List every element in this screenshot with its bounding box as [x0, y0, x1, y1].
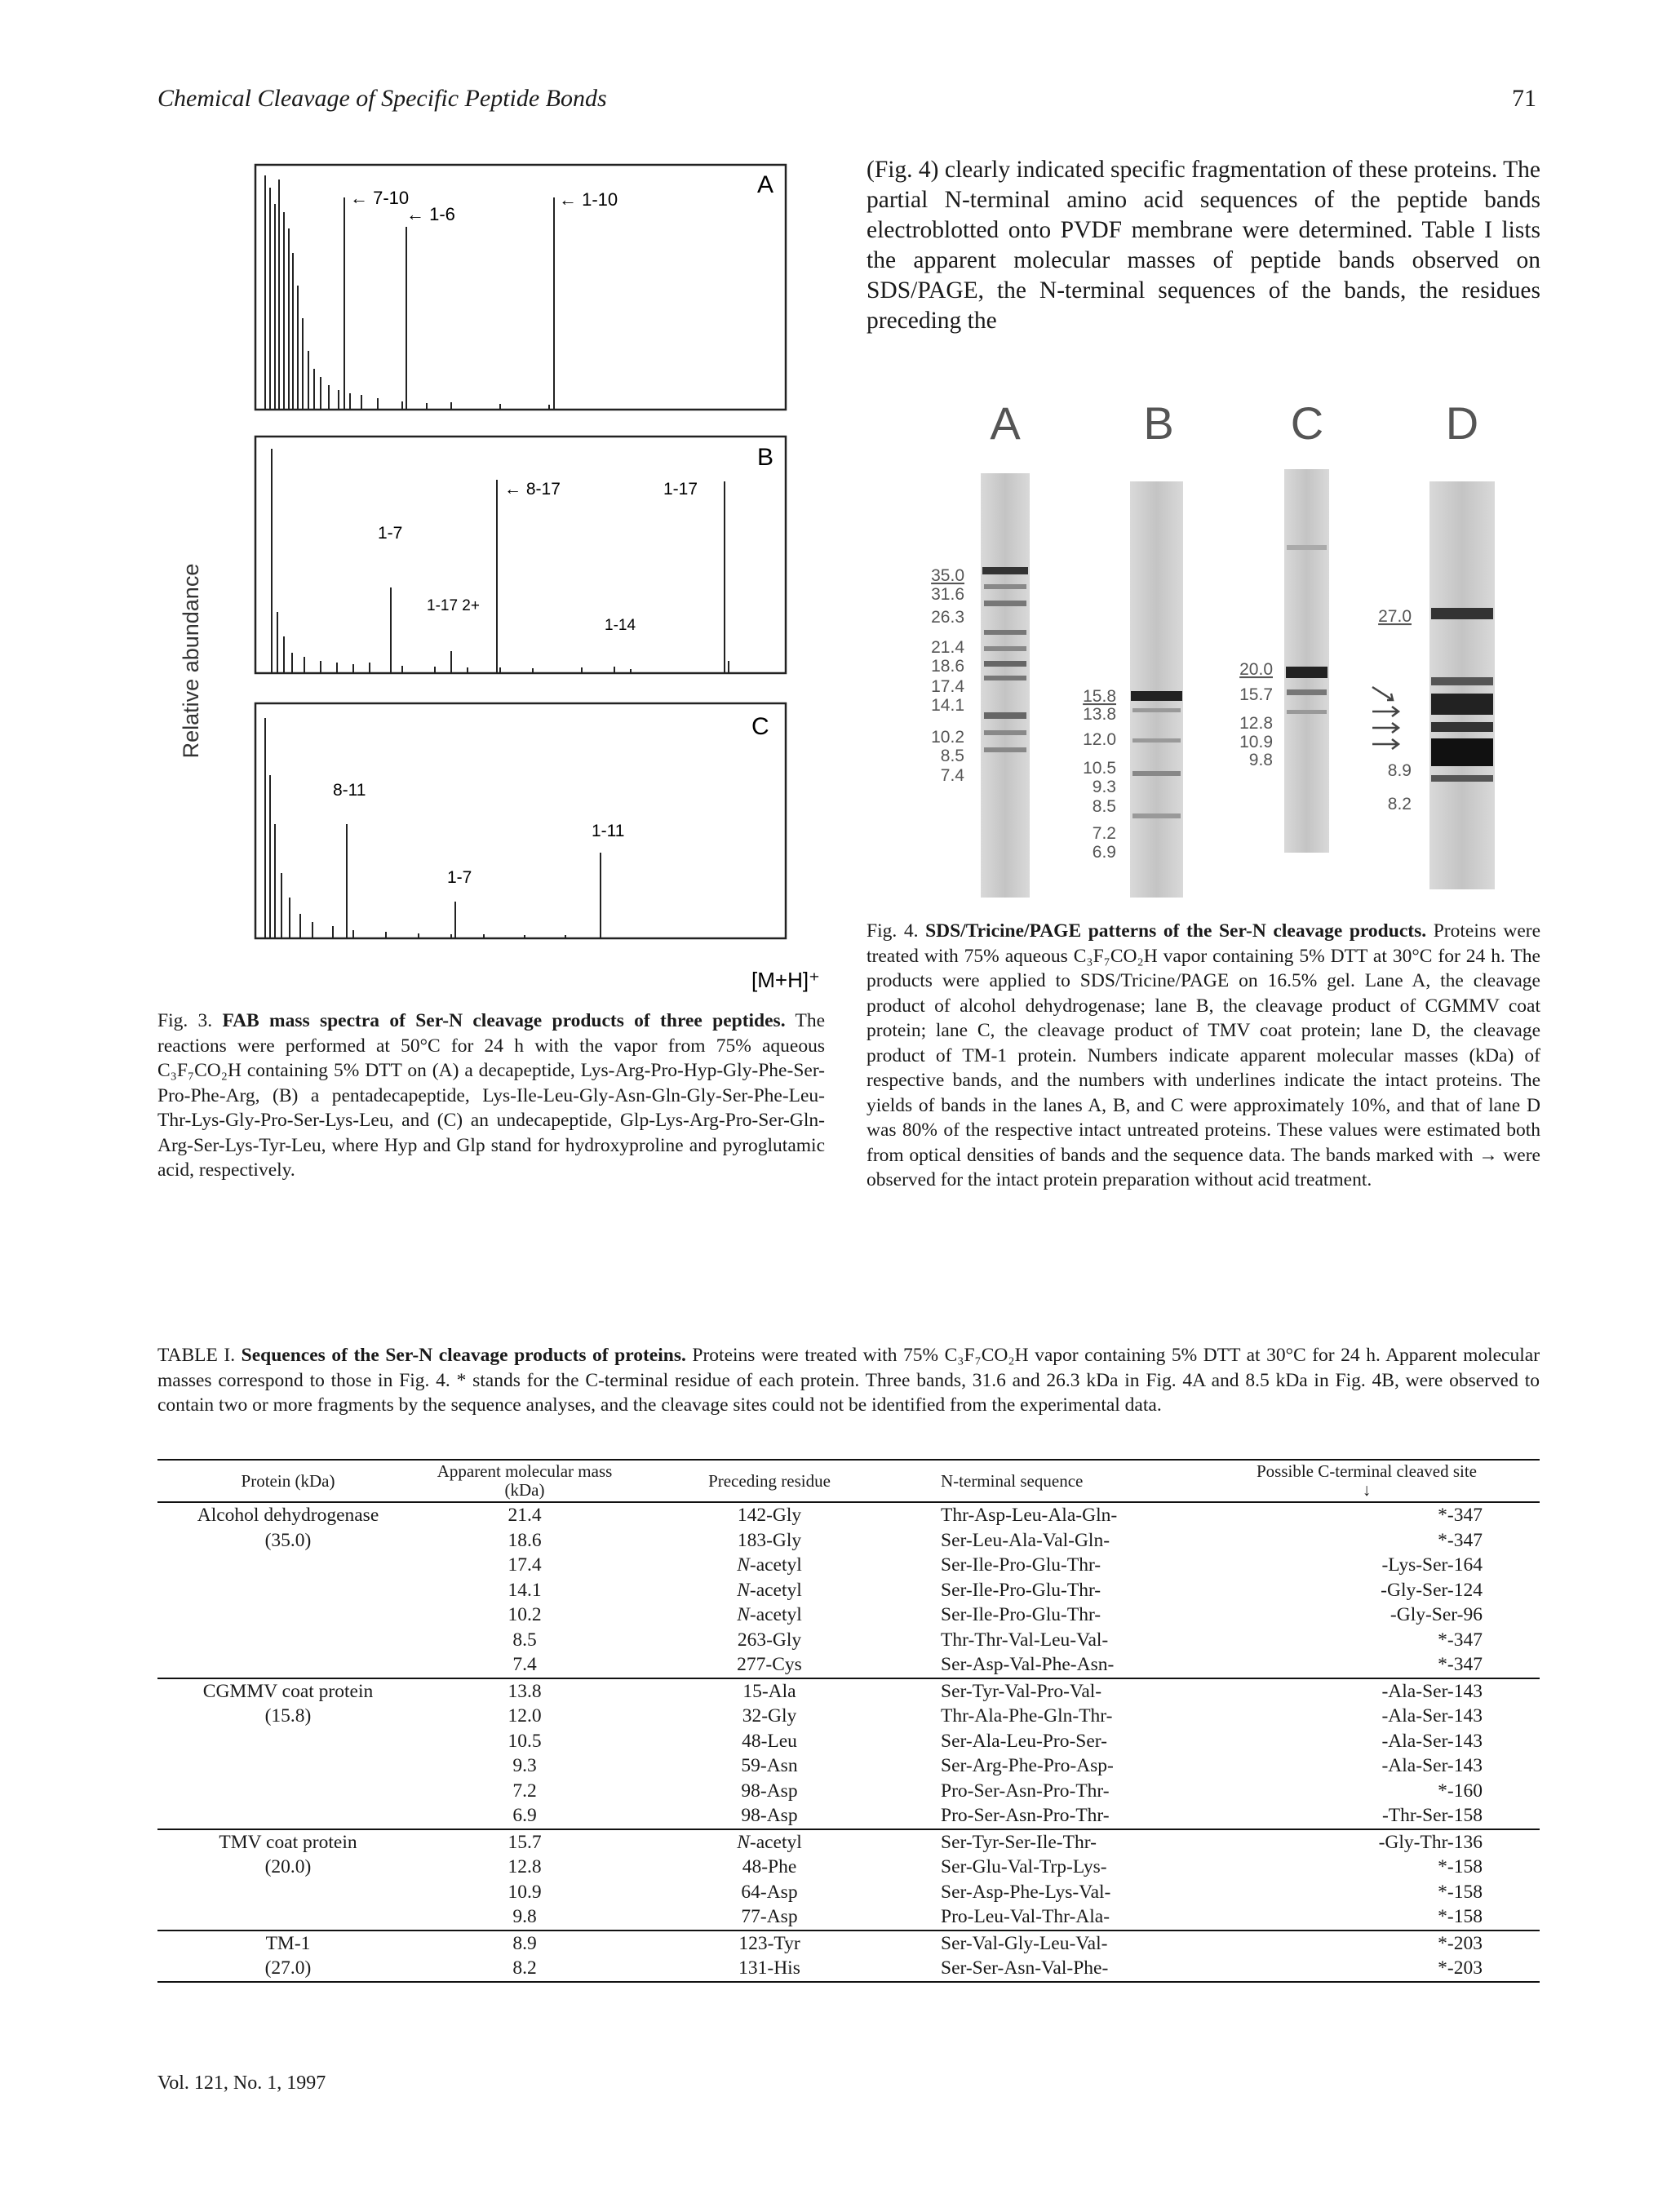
cell-nterm: Pro-Ser-Asn-Pro-Thr-	[941, 1780, 1110, 1802]
cell-nterm: Ser-Leu-Ala-Val-Gln-	[941, 1529, 1110, 1551]
peak-label-c-1-7: 1-7	[447, 868, 472, 887]
cell-mass: 7.4	[512, 1654, 537, 1675]
fig4-caption-label: Fig. 4.	[867, 920, 919, 942]
cell-preceding: 98-Asp	[741, 1780, 798, 1802]
mw-a-18-6: 18.6	[931, 657, 964, 676]
cell-mass: 18.6	[508, 1529, 542, 1551]
cell-cterm: -Gly-Thr-136	[1378, 1831, 1483, 1853]
fig3-caption-text: The reactions were performed at 50°C for 24 h with the vapor from 75% aqueous C₃F₇CO₂H containing 5% DTT on (A) a decapeptide, Lys-Arg-Pro-Hyp-Gly-Phe-Ser-Pro-Phe-Arg, (B) a pentadecapeptide, Lys-Ile-Leu-Gly-Asn-Gln-Gly-Ser-Phe-Leu-Thr-Lys-Gly-Pro-Ser-Lys-Leu, and (C) an undecapeptide, Glp-Lys-Arg-Pro-Ser-Gln-Arg-Ser-Lys-Tyr-Leu, where Hyp and Glp stand for hydroxyproline and pyroglutamic acid, respectively.	[157, 1010, 826, 1181]
cell-preceding: 59-Asn	[741, 1755, 798, 1776]
peak-label-1-14: 1-14	[605, 617, 636, 634]
fig3-caption-title: FAB mass spectra of Ser-N cleavage products of three peptides.	[222, 1010, 786, 1031]
mw-b-8-5: 8.5	[1092, 797, 1116, 816]
table-row	[157, 1753, 1540, 1779]
cell-nterm: Ser-Ile-Pro-Glu-Thr-	[941, 1579, 1101, 1601]
table1-group	[157, 1931, 1540, 1982]
col-header-protein: Protein (kDa)	[241, 1470, 335, 1491]
cell-protein	[157, 1628, 419, 1653]
cell-mass: 17.4	[508, 1554, 542, 1576]
cell-nterm: Pro-Leu-Val-Thr-Ala-	[941, 1906, 1110, 1927]
cell-cterm: *-160	[1438, 1780, 1483, 1802]
mw-d-27-0: 27.0	[1378, 607, 1412, 626]
mw-b-15-8: 15.8	[1083, 687, 1116, 706]
table-row	[157, 1652, 1540, 1678]
cell-mass: 14.1	[508, 1579, 542, 1601]
col-header-nterm: N-terminal sequence	[941, 1470, 1084, 1491]
mw-a-31-6: 31.6	[931, 585, 964, 604]
table1-note: Proteins were treated with 75% C₃F₇CO₂H vapor containing 5% DTT at 30°C for 24 h. Apparent molecular masses correspond to those in Fig. 4. * stands for the C-terminal residue of each protein. Three bands, 31.6 and 26.3 kDa in Fig. 4A and 8.5 kDa in Fig. 4B, were observed to contain two or more fragments by the sequence analyses, and the cleavage sites could not be identified from the experimental data.	[157, 1345, 1540, 1416]
cell-cterm: *-347	[1438, 1529, 1483, 1551]
fig4-caption-text: Proteins were treated with 75% aqueous C₃F₇CO₂H vapor containing 5% DTT at 30°C for 24 h. The products were applied to SDS/Tricine/PAGE on 16.5% gel. Lane A, the cleavage product of alcohol dehydrogenase; lane B, the cleavage product of CGMMV coat protein; lane C, the cleavage product of TMV coat protein; lane D, the cleavage product of TM-1 protein. Numbers indicate apparent molecular masses (kDa) of respective bands, and the numbers with underlines indicate the intact proteins. The yields of bands in the lanes A, B, and C were approximately 10%, and that of lane D was 80% of the respective intact untreated proteins. These values were estimated both from optical densities of bands and the sequence data. The bands marked with → were observed for the intact protein preparation without acid treatment.	[867, 920, 1541, 1190]
table-row	[157, 1502, 1540, 1528]
cell-preceding: 64-Asp	[741, 1881, 798, 1903]
cell-cterm: -Ala-Ser-143	[1381, 1730, 1483, 1752]
fig3-panel-a	[255, 165, 786, 410]
mw-a-10-2: 10.2	[931, 728, 964, 747]
cell-cterm: *-347	[1438, 1629, 1483, 1651]
cell-preceding: N-acetyl	[737, 1579, 802, 1601]
cell-cterm: -Thr-Ser-158	[1381, 1805, 1483, 1826]
mw-c-10-9: 10.9	[1239, 733, 1273, 751]
cell-mass: 8.5	[512, 1629, 537, 1651]
table-row	[157, 1779, 1540, 1804]
fig4-gel	[867, 392, 1540, 902]
cell-mass: 8.9	[512, 1932, 537, 1954]
cell-mass: 9.3	[512, 1755, 537, 1776]
cell-nterm: Thr-Thr-Val-Leu-Val-	[941, 1629, 1109, 1651]
peak-label-8-17: ← 8-17	[504, 480, 561, 499]
peak-label-b-1-7: 1-7	[378, 524, 403, 543]
panel-a-label: A	[757, 171, 774, 198]
cell-protein	[157, 1553, 419, 1578]
cell-preceding: N-acetyl	[737, 1604, 802, 1625]
table1-title: Sequences of the Ser-N cleavage products of proteins.	[241, 1345, 686, 1366]
cell-preceding: 123-Tyr	[738, 1932, 800, 1954]
table-row	[157, 1904, 1540, 1931]
cell-preceding: 183-Gly	[737, 1529, 802, 1551]
mw-b-9-3: 9.3	[1092, 778, 1116, 796]
cell-nterm: Ser-Ser-Asn-Val-Phe-	[941, 1957, 1109, 1979]
cell-protein	[157, 1779, 419, 1804]
cell-nterm: Ser-Asp-Val-Phe-Asn-	[941, 1654, 1115, 1675]
cell-protein: (20.0)	[264, 1856, 312, 1877]
mw-b-12-0: 12.0	[1083, 730, 1116, 749]
cell-nterm: Ser-Tyr-Ser-Ile-Thr-	[941, 1831, 1097, 1853]
cell-preceding: 277-Cys	[737, 1654, 802, 1675]
page-number: 71	[1512, 85, 1536, 112]
peak-label-1-6: ← 1-6	[406, 204, 455, 224]
cell-preceding: 15-Ala	[742, 1680, 796, 1702]
cell-preceding: 32-Gly	[742, 1705, 797, 1727]
running-title: Chemical Cleavage of Specific Peptide Bonds	[157, 85, 607, 112]
table-row	[157, 1628, 1540, 1653]
table-row	[157, 1729, 1540, 1754]
peak-label-1-10: ← 1-10	[559, 189, 618, 210]
lane-a-label: A	[990, 397, 1021, 449]
table-row	[157, 1931, 1540, 1957]
cell-protein: TMV coat protein	[219, 1831, 357, 1853]
mw-a-8-5: 8.5	[940, 747, 964, 765]
lane-d-label: D	[1445, 397, 1479, 449]
cell-protein	[157, 1904, 419, 1931]
cell-cterm: *-203	[1438, 1957, 1483, 1979]
cell-preceding: 98-Asp	[741, 1805, 798, 1826]
cell-mass: 9.8	[512, 1906, 537, 1927]
fig3-caption	[157, 1008, 825, 1183]
cell-cterm: *-347	[1438, 1654, 1483, 1675]
table-row	[157, 1578, 1540, 1603]
col-header-preceding: Preceding residue	[708, 1470, 831, 1491]
mw-a-26-3: 26.3	[931, 608, 964, 627]
cell-preceding: N-acetyl	[737, 1831, 802, 1853]
table1-group	[157, 1829, 1540, 1931]
footer: Vol. 121, No. 1, 1997	[157, 2072, 326, 2094]
fig4-caption	[867, 919, 1540, 1193]
peak-label-1-17: 1-17	[663, 480, 698, 499]
cell-mass: 15.7	[508, 1831, 542, 1853]
fig3-panel-b	[255, 437, 786, 673]
cell-protein	[157, 1729, 419, 1754]
table-row	[157, 1602, 1540, 1628]
cell-nterm: Ser-Arg-Phe-Pro-Asp-	[941, 1755, 1114, 1776]
col-header-mass: Apparent molecular mass (kDa)	[437, 1461, 613, 1500]
cell-mass: 12.0	[508, 1705, 542, 1727]
cell-nterm: Ser-Ile-Pro-Glu-Thr-	[941, 1604, 1101, 1625]
mw-c-20-0: 20.0	[1239, 660, 1273, 679]
cell-mass: 8.2	[512, 1957, 537, 1979]
cell-mass: 12.8	[508, 1856, 542, 1877]
table-row	[157, 1855, 1540, 1880]
cell-protein: (15.8)	[264, 1705, 312, 1727]
fig3-y-axis-label: Relative abundance	[179, 563, 203, 759]
cell-cterm: -Ala-Ser-143	[1381, 1680, 1483, 1702]
col-header-cterm: Possible C-terminal cleaved site ↓	[1256, 1461, 1478, 1500]
cell-nterm: Ser-Ile-Pro-Glu-Thr-	[941, 1554, 1101, 1576]
fig3-caption-label: Fig. 3.	[157, 1010, 213, 1031]
table-row	[157, 1829, 1540, 1855]
mw-c-12-8: 12.8	[1239, 714, 1273, 733]
cell-nterm: Thr-Ala-Phe-Gln-Thr-	[941, 1705, 1113, 1727]
cell-cterm: *-158	[1438, 1856, 1483, 1877]
cell-preceding: 142-Gly	[737, 1505, 802, 1526]
mw-d-8-2: 8.2	[1387, 795, 1412, 813]
cell-protein	[157, 1652, 419, 1678]
mw-b-13-8: 13.8	[1083, 705, 1116, 724]
cell-protein	[157, 1803, 419, 1829]
table1-header-row	[157, 1460, 1540, 1502]
cell-preceding: 48-Phe	[742, 1856, 797, 1877]
lane-c-label: C	[1290, 397, 1324, 449]
cell-protein	[157, 1602, 419, 1628]
table-row	[157, 1704, 1540, 1729]
cell-preceding: 48-Leu	[742, 1730, 797, 1752]
mw-a-21-4: 21.4	[931, 638, 964, 657]
mw-a-17-4: 17.4	[931, 677, 964, 696]
cell-nterm: Ser-Asp-Phe-Lys-Val-	[941, 1881, 1111, 1903]
table-row	[157, 1678, 1540, 1704]
mw-d-8-9: 8.9	[1387, 761, 1412, 780]
cell-nterm: Ser-Val-Gly-Leu-Val-	[941, 1932, 1108, 1954]
cell-nterm: Ser-Glu-Val-Trp-Lys-	[941, 1856, 1107, 1877]
mw-c-9-8: 9.8	[1248, 751, 1273, 769]
cell-preceding: 131-His	[738, 1957, 800, 1979]
table1-caption	[157, 1343, 1540, 1418]
table-row	[157, 1803, 1540, 1829]
cell-protein: (35.0)	[264, 1529, 312, 1551]
cell-preceding: N-acetyl	[737, 1554, 802, 1576]
body-paragraph: (Fig. 4) clearly indicated specific fragmentation of these proteins. The partial N-terminal amino acid sequences of the peptide bands electroblotted onto PVDF membrane were determined. Table I lists the apparent molecular masses of peptide bands observed on SDS/PAGE, the N-terminal sequences of the bands, the residues preceding the	[867, 157, 1540, 334]
cell-cterm: -Gly-Ser-96	[1390, 1604, 1483, 1625]
cell-cterm: -Ala-Ser-143	[1381, 1755, 1483, 1776]
peak-label-1-17-2plus: 1-17 2+	[427, 597, 480, 614]
cell-protein: CGMMV coat protein	[202, 1680, 374, 1702]
cell-protein	[157, 1578, 419, 1603]
cell-protein: (27.0)	[264, 1957, 312, 1979]
cell-cterm: *-347	[1438, 1505, 1483, 1526]
peak-label-1-11: 1-11	[592, 822, 625, 840]
panel-b-label: B	[757, 444, 774, 471]
cell-nterm: Ser-Ala-Leu-Pro-Ser-	[941, 1730, 1107, 1752]
mw-b-10-5: 10.5	[1083, 759, 1116, 778]
peak-label-7-10: ← 7-10	[350, 188, 410, 208]
lane-b-label: B	[1143, 397, 1174, 449]
fig3-x-axis-label: [M+H]⁺	[751, 968, 820, 992]
mw-b-6-9: 6.9	[1092, 843, 1116, 862]
cell-cterm: -Lys-Ser-164	[1381, 1554, 1483, 1576]
cell-mass: 13.8	[508, 1680, 542, 1702]
table1-group	[157, 1502, 1540, 1678]
fig3-panel-c	[255, 703, 786, 938]
cell-preceding: 263-Gly	[737, 1629, 802, 1651]
table-row	[157, 1528, 1540, 1554]
cell-mass: 10.9	[508, 1881, 542, 1903]
table1	[157, 1459, 1540, 1983]
fig3-spectra	[157, 155, 827, 995]
cell-cterm: -Ala-Ser-143	[1381, 1705, 1483, 1727]
cell-preceding: 77-Asp	[741, 1906, 798, 1927]
cell-protein: Alcohol dehydrogenase	[197, 1505, 379, 1526]
cell-mass: 7.2	[512, 1780, 537, 1802]
table1-label: TABLE I.	[157, 1345, 236, 1366]
cell-nterm: Thr-Asp-Leu-Ala-Gln-	[941, 1505, 1118, 1526]
cell-nterm: Ser-Tyr-Val-Pro-Val-	[941, 1680, 1102, 1702]
panel-c-label: C	[751, 713, 769, 740]
cell-mass: 10.5	[508, 1730, 542, 1752]
cell-mass: 6.9	[512, 1805, 537, 1826]
cell-mass: 21.4	[508, 1505, 542, 1526]
cell-cterm: *-158	[1438, 1881, 1483, 1903]
mw-a-14-1: 14.1	[931, 696, 964, 715]
cell-cterm: *-203	[1438, 1932, 1483, 1954]
mw-a-7-4: 7.4	[940, 766, 964, 785]
peak-label-8-11: 8-11	[333, 781, 366, 800]
cell-nterm: Pro-Ser-Asn-Pro-Thr-	[941, 1805, 1110, 1826]
cell-protein: TM-1	[265, 1932, 311, 1954]
cell-protein	[157, 1753, 419, 1779]
fig4-caption-title: SDS/Tricine/PAGE patterns of the Ser-N cleavage products.	[925, 920, 1427, 942]
mw-a-35-0: 35.0	[931, 566, 964, 585]
cell-mass: 10.2	[508, 1604, 542, 1625]
cell-protein	[157, 1880, 419, 1905]
mw-b-7-2: 7.2	[1092, 824, 1116, 843]
cell-cterm: *-158	[1438, 1906, 1483, 1927]
table-row	[157, 1553, 1540, 1578]
table-row	[157, 1880, 1540, 1905]
table1-group	[157, 1678, 1540, 1829]
table-row	[157, 1956, 1540, 1982]
cell-cterm: -Gly-Ser-124	[1381, 1579, 1483, 1601]
mw-c-15-7: 15.7	[1239, 685, 1273, 704]
